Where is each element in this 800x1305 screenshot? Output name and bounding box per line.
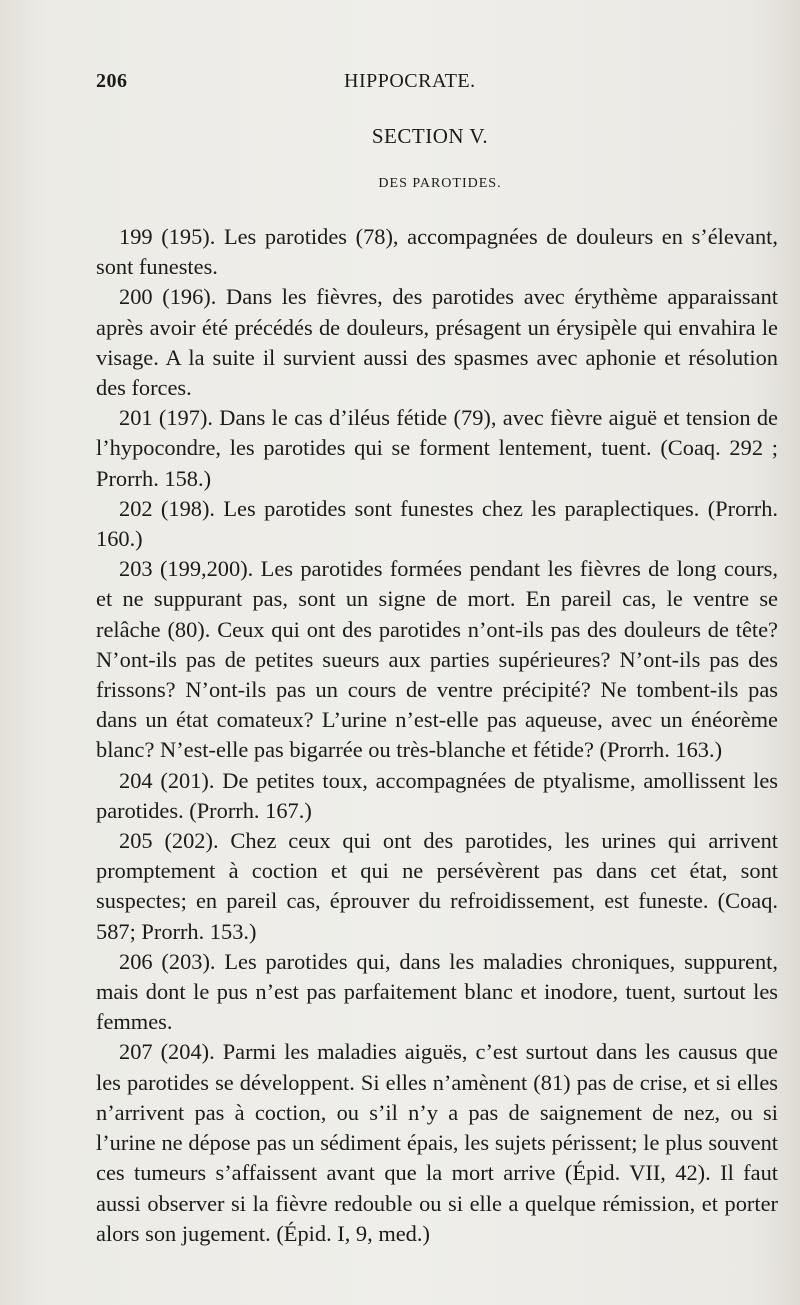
- aphorism-203: 203 (199,200). Les parotides formées pendant les fièvres de long cours, et ne suppurant pas, sont un signe de mort. En pareil cas, le ventre se relâche (80). Ceux qui ont des parotides n’ont-ils pas des douleurs de tête? N’ont-ils pas de petites sueurs aux parties supérieures? N’ont-ils pas des frissons? N’ont-ils pas un cours de ventre précipité? Ne tombent-ils pas dans un état comateux? L’urine n’est-elle pas aqueuse, avec un énéorème blanc? N’est-elle pas bigarrée ou très-blanche et fétide? (Prorrh. 163.): [96, 556, 778, 763]
- aphorism-204: 204 (201). De petites toux, accompagnées de ptyalisme, amollissent les parotides. (Prorrh. 167.): [96, 767, 778, 823]
- aphorism-201: 201 (197). Dans le cas d’iléus fétide (79), avec fièvre aiguë et tension de l’hypocondre, les parotides qui se forment lentement, tuent. (Coaq. 292 ; Prorrh. 158.): [96, 405, 778, 491]
- running-head: [96, 70, 760, 100]
- aphorism-205: 205 (202). Chez ceux qui ont des parotides, les urines qui arrivent promptement à coction et qui ne persévèrent pas dans cet état, sont suspectes; en pareil cas, éprouver du refroidissement, est funeste. (Coaq. 587; Prorrh. 153.): [96, 828, 778, 944]
- page-number: 206: [96, 70, 128, 92]
- running-title: HIPPOCRATE.: [344, 70, 476, 92]
- aphorism-206: 206 (203). Les parotides qui, dans les maladies chroniques, suppurent, mais dont le pus n’est pas parfaitement blanc et inodore, tuent, surtout les femmes.: [96, 948, 778, 1035]
- aphorism-199: 199 (195). Les parotides (78), accompagnées de douleurs en s’élevant, sont funestes.: [96, 224, 778, 280]
- section-subtitle: DES PAROTIDES.: [378, 176, 502, 191]
- body-text: [96, 222, 778, 1249]
- aphorism-202: 202 (198). Les parotides sont funestes chez les paraplectiques. (Prorrh. 160.): [96, 495, 778, 552]
- aphorism-200: 200 (196). Dans les fièvres, des parotides avec érythème apparaissant après avoir été précédés de douleurs, présagent un érysipèle qui envahira le visage. A la suite il survient aussi des spasmes avec aphonie et résolution des forces.: [96, 284, 778, 401]
- section-title: SECTION V.: [371, 124, 489, 148]
- aphorism-207: 207 (204). Parmi les maladies aiguës, c’est surtout dans les causus que les parotides se développent. Si elles n’amènent (81) pas de crise, et si elles n’arrivent pas à coction, ou s’il n’y a pas de saignement de nez, ou si l’urine ne dépose pas un sédiment épais, les sujets périssent; le plus souvent ces tumeurs s’affaissent avant que la mort arrive (Épid. VII, 42). Il faut aussi observer si la fièvre redouble ou si elle a quelque rémission, et porter alors son jugement. (Épid. I, 9, med.): [96, 1039, 778, 1246]
